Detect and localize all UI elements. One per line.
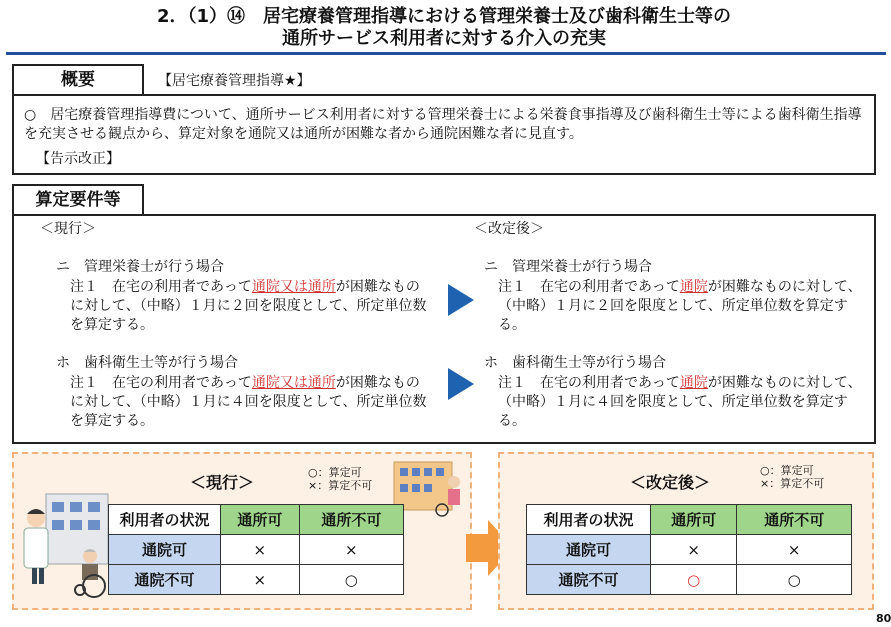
header-cell: 利用者の状況: [527, 505, 651, 535]
current-case2-highlight: 通院又は通所: [251, 375, 336, 391]
page-title-line1: 2．（1）⑭ 居宅療養管理指導における管理栄養士及び歯科衛生士等の: [156, 6, 732, 27]
current-case1-title: ニ 管理栄養士が行う場合: [56, 259, 224, 275]
row-label: 通院可: [527, 535, 651, 565]
legend-ng: ×：算定不可: [760, 477, 825, 490]
current-heading: ＜現行＞: [40, 221, 96, 237]
current-case1-highlight: 通院又は通所: [251, 279, 336, 295]
requirements-tag: 算定要件等: [12, 184, 144, 216]
arrow-right-icon: [448, 368, 474, 400]
header-cell: 通所不可: [737, 505, 852, 535]
overview-text: ○ 居宅療養管理指導費について、通所サービス利用者に対する管理栄養士による栄養食事指導及び歯科衛生士等による歯科衛生指導を充実させる観点から、算定対象を通院又は通所が困難な者から通院困難な者に見直す。: [24, 107, 862, 142]
table-row: [527, 565, 852, 595]
revised-table-title: ＜改定後＞: [630, 473, 711, 492]
revised-status-panel: [498, 452, 874, 610]
overview-box: [12, 94, 876, 175]
row-label: 通院不可: [527, 565, 651, 595]
overview-tag: 概要: [12, 64, 144, 96]
table-cell: ○: [299, 565, 403, 595]
table-header-row: [109, 505, 404, 535]
legend-ok: ○：算定可: [760, 464, 814, 477]
legend-ok: ○：算定可: [308, 466, 362, 479]
legend-ng: ×：算定不可: [308, 479, 373, 492]
revised-case1-pre: 注１ 在宅の利用者であって: [498, 279, 680, 295]
row-label: 通院可: [109, 535, 221, 565]
revised-status-table: [526, 504, 852, 595]
table-cell: ×: [299, 535, 403, 565]
current-case2-post: が困難なものに対して、（中略）１月に４回を限度として、所定単位数を算定する。: [70, 375, 427, 429]
revised-case2-post: が困難なものに対して、（中略）１月に４回を限度として、所定単位数を算定する。: [498, 375, 862, 429]
revised-case2-note: [498, 374, 864, 431]
revised-case2-title: ホ 歯科衛生士等が行う場合: [484, 355, 666, 371]
revised-requirements: [474, 220, 870, 440]
revised-heading: ＜改定後＞: [474, 221, 544, 237]
overview-subtitle: 【居宅療養管理指導★】: [158, 73, 311, 89]
revised-case1-title: ニ 管理栄養士が行う場合: [484, 259, 652, 275]
header-cell: 利用者の状況: [109, 505, 221, 535]
table-cell-changed: ○: [651, 565, 737, 595]
current-case2-title: ホ 歯科衛生士等が行う場合: [56, 355, 238, 371]
title-divider: [6, 52, 886, 55]
page-title: [0, 6, 888, 50]
current-case2-note: [70, 374, 430, 431]
table-header-row: [527, 505, 852, 535]
overview-notice: 【告示改正】: [36, 151, 120, 167]
revised-case1-note: [498, 278, 864, 335]
table-cell: ×: [651, 535, 737, 565]
doctor-illustration: [18, 488, 112, 600]
table-cell: ○: [737, 565, 852, 595]
current-case2-pre: 注１ 在宅の利用者であって: [70, 375, 252, 391]
arrow-right-icon: [448, 284, 474, 316]
revised-legend: [760, 464, 824, 490]
current-status-panel: [12, 452, 472, 610]
table-cell: ×: [221, 535, 300, 565]
table-row: [109, 565, 404, 595]
current-table-title: ＜現行＞: [190, 473, 255, 492]
revised-case2-pre: 注１ 在宅の利用者であって: [498, 375, 680, 391]
revised-case1-post: が困難なものに対して、（中略）１月に２回を限度として、所定単位数を算定する。: [498, 279, 862, 333]
row-label: 通院不可: [109, 565, 221, 595]
table-row: [109, 535, 404, 565]
header-cell: 通所可: [221, 505, 300, 535]
requirements-box: [12, 214, 876, 444]
table-cell: ×: [737, 535, 852, 565]
current-status-table: [108, 504, 404, 595]
revised-case1-highlight: 通院: [679, 279, 708, 295]
table-cell: ×: [221, 565, 300, 595]
current-case1-note: [70, 278, 430, 335]
current-case1-pre: 注１ 在宅の利用者であって: [70, 279, 252, 295]
page-title-line2: 通所サービス利用者に対する介入の充実: [282, 28, 606, 49]
current-legend: [308, 466, 372, 492]
current-case1-post: が困難なものに対して、（中略）１月に２回を限度として、所定単位数を算定する。: [70, 279, 427, 333]
page-number: 80: [876, 612, 891, 625]
header-cell: 通所可: [651, 505, 737, 535]
revised-case2-highlight: 通院: [679, 375, 708, 391]
table-row: [527, 535, 852, 565]
header-cell: 通所不可: [299, 505, 403, 535]
current-requirements: [40, 220, 440, 440]
